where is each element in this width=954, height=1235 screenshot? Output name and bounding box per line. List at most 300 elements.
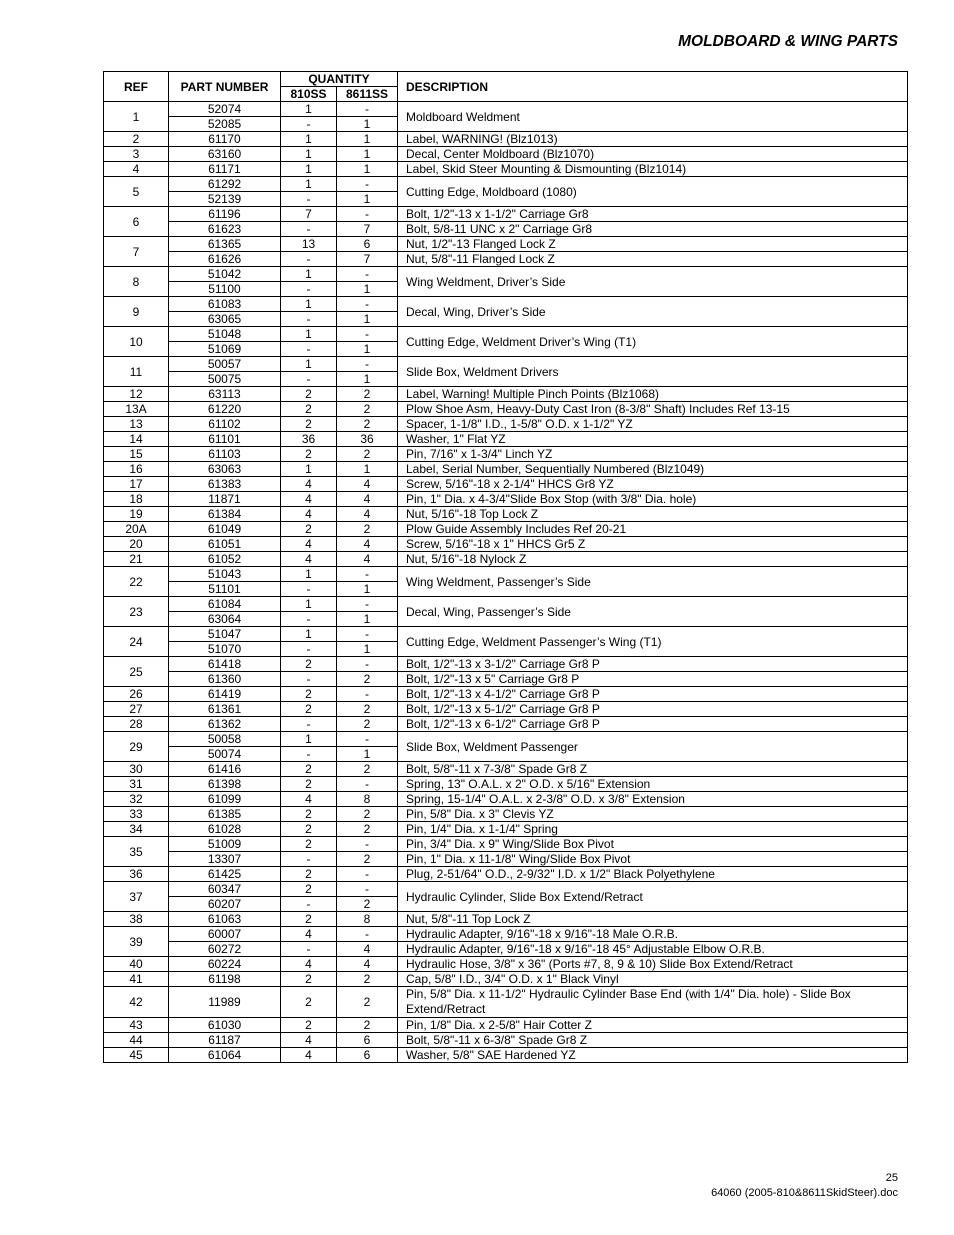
part-number-cell: 61292 bbox=[169, 177, 281, 192]
table-row bbox=[104, 987, 908, 1018]
ref-cell: 6 bbox=[104, 207, 169, 237]
ref-cell: 45 bbox=[104, 1048, 169, 1063]
part-number-cell: 61365 bbox=[169, 237, 281, 252]
ref-cell: 33 bbox=[104, 807, 169, 822]
qty-8611ss-cell: 2 bbox=[337, 852, 398, 867]
ref-cell: 41 bbox=[104, 972, 169, 987]
qty-810ss-cell: - bbox=[281, 342, 337, 357]
description-cell: Pin, 1" Dia. x 11-1/8" Wing/Slide Box Pivot bbox=[398, 852, 908, 867]
qty-8611ss-cell: 1 bbox=[337, 192, 398, 207]
qty-810ss-cell: 2 bbox=[281, 912, 337, 927]
table-row bbox=[104, 267, 908, 282]
ref-cell: 31 bbox=[104, 777, 169, 792]
part-number-cell: 61383 bbox=[169, 477, 281, 492]
qty-810ss-cell: 1 bbox=[281, 102, 337, 117]
description-cell: Pin, 3/4" Dia. x 9" Wing/Slide Box Pivot bbox=[398, 837, 908, 852]
qty-810ss-cell: - bbox=[281, 642, 337, 657]
ref-cell: 20A bbox=[104, 522, 169, 537]
part-number-cell: 51100 bbox=[169, 282, 281, 297]
table-row bbox=[104, 762, 908, 777]
qty-810ss-cell: 2 bbox=[281, 687, 337, 702]
qty-8611ss-cell: 2 bbox=[337, 972, 398, 987]
qty-8611ss-cell: 4 bbox=[337, 492, 398, 507]
qty-8611ss-cell: 2 bbox=[337, 762, 398, 777]
qty-810ss-cell: - bbox=[281, 672, 337, 687]
table-row bbox=[104, 462, 908, 477]
qty-8611ss-cell: 1 bbox=[337, 462, 398, 477]
qty-810ss-cell: 2 bbox=[281, 657, 337, 672]
table-row bbox=[104, 357, 908, 372]
description-cell: Bolt, 1/2"-13 x 3-1/2" Carriage Gr8 P bbox=[398, 657, 908, 672]
qty-8611ss-cell: - bbox=[337, 867, 398, 882]
part-number-cell: 61028 bbox=[169, 822, 281, 837]
qty-8611ss-cell: 4 bbox=[337, 957, 398, 972]
qty-8611ss-cell: - bbox=[337, 777, 398, 792]
qty-8611ss-cell: 2 bbox=[337, 822, 398, 837]
part-number-cell: 50057 bbox=[169, 357, 281, 372]
description-cell: Decal, Wing, Passenger’s Side bbox=[398, 597, 908, 627]
qty-8611ss-cell: - bbox=[337, 297, 398, 312]
qty-810ss-cell: - bbox=[281, 192, 337, 207]
qty-810ss-cell: 2 bbox=[281, 987, 337, 1018]
parts-table bbox=[103, 71, 908, 1063]
qty-8611ss-cell: 1 bbox=[337, 132, 398, 147]
part-number-cell: 60272 bbox=[169, 942, 281, 957]
part-number-cell: 52139 bbox=[169, 192, 281, 207]
ref-cell: 19 bbox=[104, 507, 169, 522]
description-cell: Nut, 5/8"-11 Top Lock Z bbox=[398, 912, 908, 927]
qty-810ss-cell: - bbox=[281, 222, 337, 237]
qty-8611ss-cell: 1 bbox=[337, 747, 398, 762]
qty-8611ss-cell: - bbox=[337, 357, 398, 372]
qty-810ss-cell: 4 bbox=[281, 957, 337, 972]
description-cell: Pin, 7/16" x 1-3/4" Linch YZ bbox=[398, 447, 908, 462]
table-row bbox=[104, 252, 908, 267]
table-row bbox=[104, 522, 908, 537]
qty-8611ss-cell: - bbox=[337, 687, 398, 702]
qty-810ss-cell: 2 bbox=[281, 837, 337, 852]
table-row bbox=[104, 822, 908, 837]
description-cell: Label, Warning! Multiple Pinch Points (Blz1068) bbox=[398, 387, 908, 402]
qty-810ss-cell: 2 bbox=[281, 807, 337, 822]
qty-8611ss-cell: 2 bbox=[337, 447, 398, 462]
ref-cell: 14 bbox=[104, 432, 169, 447]
part-number-cell: 51101 bbox=[169, 582, 281, 597]
part-number-cell: 52085 bbox=[169, 117, 281, 132]
qty-8611ss-cell: - bbox=[337, 732, 398, 747]
table-row bbox=[104, 162, 908, 177]
description-cell: Bolt, 5/8-11 UNC x 2" Carriage Gr8 bbox=[398, 222, 908, 237]
part-number-cell: 61170 bbox=[169, 132, 281, 147]
ref-cell: 39 bbox=[104, 927, 169, 957]
qty-8611ss-cell: 36 bbox=[337, 432, 398, 447]
part-number-cell: 61416 bbox=[169, 762, 281, 777]
ref-cell: 24 bbox=[104, 627, 169, 657]
header-ref: REF bbox=[104, 72, 169, 102]
ref-cell: 38 bbox=[104, 912, 169, 927]
part-number-cell: 63064 bbox=[169, 612, 281, 627]
qty-8611ss-cell: 1 bbox=[337, 612, 398, 627]
ref-cell: 4 bbox=[104, 162, 169, 177]
qty-810ss-cell: - bbox=[281, 942, 337, 957]
description-cell: Screw, 5/16"-18 x 1" HHCS Gr5 Z bbox=[398, 537, 908, 552]
table-row bbox=[104, 477, 908, 492]
qty-8611ss-cell: 1 bbox=[337, 147, 398, 162]
qty-810ss-cell: 1 bbox=[281, 177, 337, 192]
ref-cell: 37 bbox=[104, 882, 169, 912]
qty-8611ss-cell: - bbox=[337, 177, 398, 192]
description-cell: Cap, 5/8" I.D., 3/4" O.D. x 1" Black Vinyl bbox=[398, 972, 908, 987]
qty-8611ss-cell: 2 bbox=[337, 387, 398, 402]
part-number-cell: 61626 bbox=[169, 252, 281, 267]
ref-cell: 30 bbox=[104, 762, 169, 777]
qty-810ss-cell: - bbox=[281, 852, 337, 867]
qty-8611ss-cell: 4 bbox=[337, 942, 398, 957]
table-row bbox=[104, 222, 908, 237]
part-number-cell: 51069 bbox=[169, 342, 281, 357]
part-number-cell: 61171 bbox=[169, 162, 281, 177]
ref-cell: 36 bbox=[104, 867, 169, 882]
ref-cell: 35 bbox=[104, 837, 169, 867]
table-row bbox=[104, 1048, 908, 1063]
part-number-cell: 60347 bbox=[169, 882, 281, 897]
part-number-cell: 61623 bbox=[169, 222, 281, 237]
part-number-cell: 50074 bbox=[169, 747, 281, 762]
part-number-cell: 61063 bbox=[169, 912, 281, 927]
part-number-cell: 51048 bbox=[169, 327, 281, 342]
part-number-cell: 61083 bbox=[169, 297, 281, 312]
qty-8611ss-cell: - bbox=[337, 567, 398, 582]
ref-cell: 26 bbox=[104, 687, 169, 702]
table-row bbox=[104, 492, 908, 507]
description-cell: Label, Skid Steer Mounting & Dismounting (Blz1014) bbox=[398, 162, 908, 177]
qty-8611ss-cell: - bbox=[337, 102, 398, 117]
description-cell: Bolt, 1/2"-13 x 5" Carriage Gr8 P bbox=[398, 672, 908, 687]
part-number-cell: 61398 bbox=[169, 777, 281, 792]
ref-cell: 21 bbox=[104, 552, 169, 567]
header-quantity: QUANTITY bbox=[281, 72, 398, 87]
qty-8611ss-cell: 7 bbox=[337, 222, 398, 237]
qty-8611ss-cell: 2 bbox=[337, 987, 398, 1018]
description-cell: Washer, 5/8" SAE Hardened YZ bbox=[398, 1048, 908, 1063]
part-number-cell: 63113 bbox=[169, 387, 281, 402]
description-cell: Pin, 1/8" Dia. x 2-5/8" Hair Cotter Z bbox=[398, 1018, 908, 1033]
qty-8611ss-cell: 2 bbox=[337, 522, 398, 537]
part-number-cell: 61418 bbox=[169, 657, 281, 672]
table-row bbox=[104, 1018, 908, 1033]
part-number-cell: 61084 bbox=[169, 597, 281, 612]
table-row bbox=[104, 387, 908, 402]
qty-8611ss-cell: 2 bbox=[337, 702, 398, 717]
description-cell: Cutting Edge, Weldment Driver’s Wing (T1) bbox=[398, 327, 908, 357]
ref-cell: 29 bbox=[104, 732, 169, 762]
part-number-cell: 60007 bbox=[169, 927, 281, 942]
qty-810ss-cell: - bbox=[281, 372, 337, 387]
description-cell: Slide Box, Weldment Passenger bbox=[398, 732, 908, 762]
table-row bbox=[104, 207, 908, 222]
ref-cell: 42 bbox=[104, 987, 169, 1018]
qty-810ss-cell: - bbox=[281, 282, 337, 297]
part-number-cell: 61360 bbox=[169, 672, 281, 687]
table-row bbox=[104, 537, 908, 552]
part-number-cell: 51042 bbox=[169, 267, 281, 282]
qty-810ss-cell: - bbox=[281, 582, 337, 597]
ref-cell: 27 bbox=[104, 702, 169, 717]
part-number-cell: 61419 bbox=[169, 687, 281, 702]
table-row bbox=[104, 627, 908, 642]
part-number-cell: 61051 bbox=[169, 537, 281, 552]
part-number-cell: 13307 bbox=[169, 852, 281, 867]
qty-810ss-cell: 2 bbox=[281, 522, 337, 537]
description-cell: Pin, 1/4" Dia. x 1-1/4" Spring bbox=[398, 822, 908, 837]
part-number-cell: 61049 bbox=[169, 522, 281, 537]
header-qty-8611ss: 8611SS bbox=[337, 87, 398, 102]
table-row bbox=[104, 867, 908, 882]
ref-cell: 40 bbox=[104, 957, 169, 972]
table-row bbox=[104, 957, 908, 972]
part-number-cell: 61102 bbox=[169, 417, 281, 432]
description-cell: Moldboard Weldment bbox=[398, 102, 908, 132]
qty-8611ss-cell: 1 bbox=[337, 312, 398, 327]
description-cell: Plug, 2-51/64" O.D., 2-9/32" I.D. x 1/2" Black Polyethylene bbox=[398, 867, 908, 882]
description-cell: Bolt, 1/2"-13 x 6-1/2" Carriage Gr8 P bbox=[398, 717, 908, 732]
table-row bbox=[104, 297, 908, 312]
ref-cell: 9 bbox=[104, 297, 169, 327]
description-cell: Decal, Wing, Driver’s Side bbox=[398, 297, 908, 327]
qty-810ss-cell: 2 bbox=[281, 762, 337, 777]
ref-cell: 13A bbox=[104, 402, 169, 417]
table-row bbox=[104, 852, 908, 867]
part-number-cell: 63065 bbox=[169, 312, 281, 327]
qty-8611ss-cell: 1 bbox=[337, 642, 398, 657]
ref-cell: 20 bbox=[104, 537, 169, 552]
table-row bbox=[104, 447, 908, 462]
description-cell: Pin, 5/8" Dia. x 11-1/2" Hydraulic Cylinder Base End (with 1/4" Dia. hole) - Slide Box Extend/Retract bbox=[398, 987, 908, 1018]
qty-8611ss-cell: 1 bbox=[337, 162, 398, 177]
part-number-cell: 61103 bbox=[169, 447, 281, 462]
ref-cell: 11 bbox=[104, 357, 169, 387]
qty-8611ss-cell: - bbox=[337, 327, 398, 342]
part-number-cell: 50075 bbox=[169, 372, 281, 387]
part-number-cell: 60224 bbox=[169, 957, 281, 972]
description-cell: Decal, Center Moldboard (Blz1070) bbox=[398, 147, 908, 162]
table-row bbox=[104, 597, 908, 612]
qty-8611ss-cell: 4 bbox=[337, 507, 398, 522]
ref-cell: 32 bbox=[104, 792, 169, 807]
table-row bbox=[104, 327, 908, 342]
qty-810ss-cell: 1 bbox=[281, 162, 337, 177]
description-cell: Nut, 5/16"-18 Nylock Z bbox=[398, 552, 908, 567]
table-row bbox=[104, 717, 908, 732]
table-row bbox=[104, 837, 908, 852]
part-number-cell: 51070 bbox=[169, 642, 281, 657]
description-cell: Label, WARNING! (Blz1013) bbox=[398, 132, 908, 147]
qty-8611ss-cell: 8 bbox=[337, 792, 398, 807]
description-cell: Plow Shoe Asm, Heavy-Duty Cast Iron (8-3/8" Shaft) Includes Ref 13-15 bbox=[398, 402, 908, 417]
qty-810ss-cell: - bbox=[281, 612, 337, 627]
qty-8611ss-cell: 4 bbox=[337, 477, 398, 492]
qty-8611ss-cell: 2 bbox=[337, 1018, 398, 1033]
qty-8611ss-cell: - bbox=[337, 927, 398, 942]
qty-810ss-cell: 4 bbox=[281, 537, 337, 552]
ref-cell: 28 bbox=[104, 717, 169, 732]
page-number: 25 bbox=[885, 1172, 898, 1184]
qty-8611ss-cell: 1 bbox=[337, 342, 398, 357]
qty-810ss-cell: - bbox=[281, 717, 337, 732]
part-number-cell: 11871 bbox=[169, 492, 281, 507]
description-cell: Pin, 5/8" Dia. x 3" Clevis YZ bbox=[398, 807, 908, 822]
part-number-cell: 61384 bbox=[169, 507, 281, 522]
qty-810ss-cell: 4 bbox=[281, 927, 337, 942]
table-row bbox=[104, 672, 908, 687]
description-cell: Slide Box, Weldment Drivers bbox=[398, 357, 908, 387]
qty-8611ss-cell: 8 bbox=[337, 912, 398, 927]
qty-8611ss-cell: 2 bbox=[337, 897, 398, 912]
qty-810ss-cell: 2 bbox=[281, 777, 337, 792]
qty-810ss-cell: 2 bbox=[281, 882, 337, 897]
part-number-cell: 61030 bbox=[169, 1018, 281, 1033]
qty-810ss-cell: 4 bbox=[281, 477, 337, 492]
header-qty-810ss: 810SS bbox=[281, 87, 337, 102]
table-row bbox=[104, 147, 908, 162]
description-cell: Nut, 1/2"-13 Flanged Lock Z bbox=[398, 237, 908, 252]
description-cell: Bolt, 1/2"-13 x 1-1/2" Carriage Gr8 bbox=[398, 207, 908, 222]
qty-8611ss-cell: 2 bbox=[337, 807, 398, 822]
table-row bbox=[104, 1033, 908, 1048]
ref-cell: 3 bbox=[104, 147, 169, 162]
ref-cell: 12 bbox=[104, 387, 169, 402]
ref-cell: 5 bbox=[104, 177, 169, 207]
header-description: DESCRIPTION bbox=[398, 72, 908, 102]
qty-810ss-cell: 1 bbox=[281, 462, 337, 477]
description-cell: Plow Guide Assembly Includes Ref 20-21 bbox=[398, 522, 908, 537]
qty-8611ss-cell: - bbox=[337, 597, 398, 612]
qty-8611ss-cell: 1 bbox=[337, 117, 398, 132]
table-row bbox=[104, 882, 908, 897]
ref-cell: 13 bbox=[104, 417, 169, 432]
qty-810ss-cell: 1 bbox=[281, 297, 337, 312]
ref-cell: 7 bbox=[104, 237, 169, 267]
table-row bbox=[104, 552, 908, 567]
table-row bbox=[104, 657, 908, 672]
ref-cell: 16 bbox=[104, 462, 169, 477]
qty-8611ss-cell: 1 bbox=[337, 282, 398, 297]
header-part-number: PART NUMBER bbox=[169, 72, 281, 102]
description-cell: Bolt, 1/2"-13 x 4-1/2" Carriage Gr8 P bbox=[398, 687, 908, 702]
qty-8611ss-cell: - bbox=[337, 267, 398, 282]
description-cell: Bolt, 5/8"-11 x 6-3/8" Spade Gr8 Z bbox=[398, 1033, 908, 1048]
qty-8611ss-cell: 7 bbox=[337, 252, 398, 267]
part-number-cell: 63063 bbox=[169, 462, 281, 477]
description-cell: Spring, 13" O.A.L. x 2" O.D. x 5/16" Extension bbox=[398, 777, 908, 792]
qty-8611ss-cell: - bbox=[337, 657, 398, 672]
table-row bbox=[104, 687, 908, 702]
qty-810ss-cell: 36 bbox=[281, 432, 337, 447]
qty-810ss-cell: 4 bbox=[281, 1048, 337, 1063]
table-row bbox=[104, 507, 908, 522]
part-number-cell: 61362 bbox=[169, 717, 281, 732]
qty-8611ss-cell: - bbox=[337, 627, 398, 642]
qty-810ss-cell: 4 bbox=[281, 792, 337, 807]
qty-810ss-cell: 13 bbox=[281, 237, 337, 252]
part-number-cell: 61385 bbox=[169, 807, 281, 822]
description-cell: Pin, 1" Dia. x 4-3/4"Slide Box Stop (with 3/8" Dia. hole) bbox=[398, 492, 908, 507]
part-number-cell: 61052 bbox=[169, 552, 281, 567]
qty-810ss-cell: 7 bbox=[281, 207, 337, 222]
qty-8611ss-cell: 2 bbox=[337, 417, 398, 432]
table-row bbox=[104, 702, 908, 717]
part-number-cell: 61220 bbox=[169, 402, 281, 417]
ref-cell: 15 bbox=[104, 447, 169, 462]
qty-810ss-cell: 1 bbox=[281, 132, 337, 147]
qty-8611ss-cell: 6 bbox=[337, 1033, 398, 1048]
part-number-cell: 61425 bbox=[169, 867, 281, 882]
qty-810ss-cell: 2 bbox=[281, 1018, 337, 1033]
qty-810ss-cell: 1 bbox=[281, 357, 337, 372]
part-number-cell: 60207 bbox=[169, 897, 281, 912]
ref-cell: 43 bbox=[104, 1018, 169, 1033]
table-row bbox=[104, 177, 908, 192]
qty-810ss-cell: 2 bbox=[281, 417, 337, 432]
description-cell: Wing Weldment, Passenger’s Side bbox=[398, 567, 908, 597]
table-row bbox=[104, 807, 908, 822]
description-cell: Hydraulic Hose, 3/8" x 36" (Ports #7, 8, 9 & 10) Slide Box Extend/Retract bbox=[398, 957, 908, 972]
description-cell: Screw, 5/16"-18 x 2-1/4" HHCS Gr8 YZ bbox=[398, 477, 908, 492]
description-cell: Nut, 5/16"-18 Top Lock Z bbox=[398, 507, 908, 522]
part-number-cell: 51047 bbox=[169, 627, 281, 642]
qty-810ss-cell: - bbox=[281, 897, 337, 912]
qty-810ss-cell: 1 bbox=[281, 627, 337, 642]
description-cell: Wing Weldment, Driver’s Side bbox=[398, 267, 908, 297]
description-cell: Nut, 5/8"-11 Flanged Lock Z bbox=[398, 252, 908, 267]
table-row bbox=[104, 102, 908, 117]
qty-810ss-cell: 2 bbox=[281, 402, 337, 417]
qty-8611ss-cell: 4 bbox=[337, 552, 398, 567]
qty-8611ss-cell: 1 bbox=[337, 582, 398, 597]
qty-8611ss-cell: - bbox=[337, 837, 398, 852]
qty-810ss-cell: - bbox=[281, 312, 337, 327]
description-cell: Washer, 1" Flat YZ bbox=[398, 432, 908, 447]
qty-810ss-cell: 2 bbox=[281, 822, 337, 837]
part-number-cell: 61198 bbox=[169, 972, 281, 987]
qty-8611ss-cell: 6 bbox=[337, 1048, 398, 1063]
part-number-cell: 63160 bbox=[169, 147, 281, 162]
table-row bbox=[104, 912, 908, 927]
qty-810ss-cell: 2 bbox=[281, 972, 337, 987]
part-number-cell: 61099 bbox=[169, 792, 281, 807]
qty-810ss-cell: - bbox=[281, 117, 337, 132]
qty-810ss-cell: 4 bbox=[281, 552, 337, 567]
qty-8611ss-cell: 6 bbox=[337, 237, 398, 252]
qty-8611ss-cell: 4 bbox=[337, 537, 398, 552]
ref-cell: 22 bbox=[104, 567, 169, 597]
ref-cell: 44 bbox=[104, 1033, 169, 1048]
part-number-cell: 61196 bbox=[169, 207, 281, 222]
part-number-cell: 61187 bbox=[169, 1033, 281, 1048]
qty-810ss-cell: 1 bbox=[281, 567, 337, 582]
table-row bbox=[104, 942, 908, 957]
qty-810ss-cell: 2 bbox=[281, 447, 337, 462]
table-row bbox=[104, 132, 908, 147]
qty-8611ss-cell: 1 bbox=[337, 372, 398, 387]
part-number-cell: 52074 bbox=[169, 102, 281, 117]
part-number-cell: 61064 bbox=[169, 1048, 281, 1063]
parts-table-body bbox=[104, 102, 908, 1063]
description-cell: Hydraulic Cylinder, Slide Box Extend/Retract bbox=[398, 882, 908, 912]
qty-8611ss-cell: - bbox=[337, 207, 398, 222]
qty-8611ss-cell: 2 bbox=[337, 402, 398, 417]
table-row bbox=[104, 927, 908, 942]
